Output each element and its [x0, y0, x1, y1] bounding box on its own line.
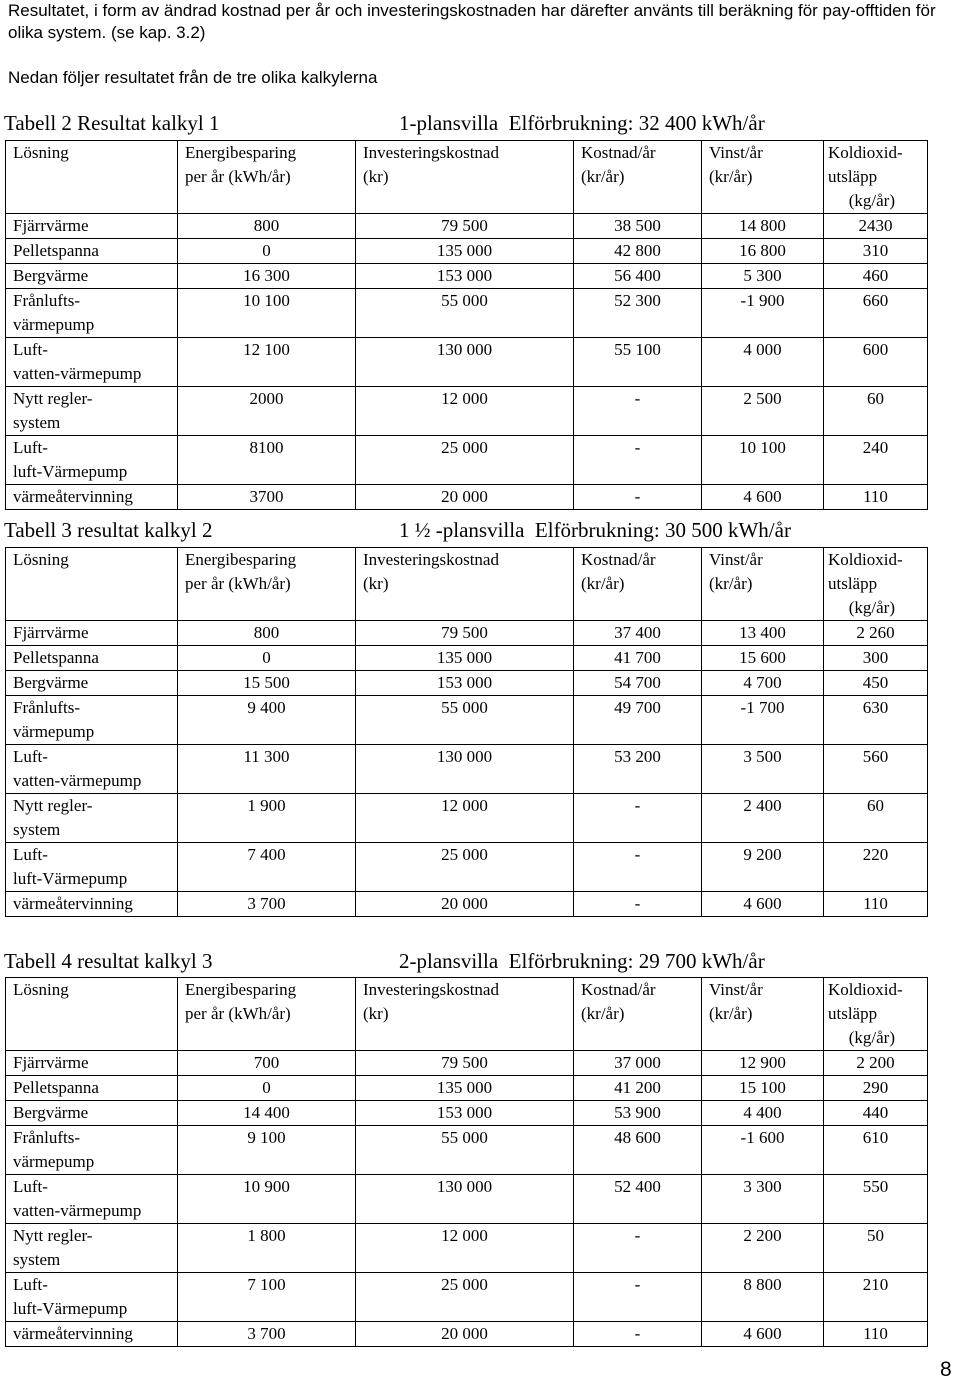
value-cell: 2430 [824, 214, 928, 239]
value-cell: 79 500 [356, 621, 574, 646]
value-cell: 3 300 [702, 1175, 824, 1224]
value-cell: 9 400 [178, 696, 356, 745]
solution-name: Pelletspanna [6, 239, 178, 264]
table-title: Tabell 3 resultat kalkyl 2 [4, 518, 213, 542]
value-cell: 48 600 [574, 1126, 702, 1175]
value-cell: 38 500 [574, 214, 702, 239]
solution-name: Nytt regler- system [6, 794, 178, 843]
solution-name: Frånlufts- värmepump [6, 1126, 178, 1175]
column-header: Kostnad/år (kr/år) [574, 548, 702, 621]
value-cell: 110 [824, 1322, 928, 1347]
value-cell: 41 200 [574, 1076, 702, 1101]
value-cell: 10 100 [178, 289, 356, 338]
value-cell: 79 500 [356, 1051, 574, 1076]
column-header: Energibesparing per år (kWh/år) [178, 548, 356, 621]
value-cell: 20 000 [356, 485, 574, 510]
column-header: Lösning [6, 141, 178, 214]
table-row [6, 646, 928, 671]
column-header: Koldioxid- utsläpp (kg/år) [824, 978, 928, 1051]
value-cell: 20 000 [356, 892, 574, 917]
table-row [6, 843, 928, 892]
value-cell: 14 800 [702, 214, 824, 239]
electricity-consumption: Elförbrukning: 29 700 kWh/år [508, 949, 765, 973]
table-house-info [399, 518, 791, 542]
value-cell: 3 700 [178, 892, 356, 917]
column-header: Lösning [6, 978, 178, 1051]
value-cell: 7 100 [178, 1273, 356, 1322]
solution-name: Fjärrvärme [6, 214, 178, 239]
column-header: Lösning [6, 548, 178, 621]
value-cell: 2 200 [702, 1224, 824, 1273]
solution-name: Fjärrvärme [6, 621, 178, 646]
value-cell: 0 [178, 239, 356, 264]
table-header-row [6, 141, 928, 214]
value-cell: 4 700 [702, 671, 824, 696]
value-cell: 630 [824, 696, 928, 745]
solution-name: Nytt regler- system [6, 1224, 178, 1273]
value-cell: 16 300 [178, 264, 356, 289]
solution-name: Bergvärme [6, 671, 178, 696]
value-cell: 220 [824, 843, 928, 892]
solution-name: Luft- vatten-värmepump [6, 1175, 178, 1224]
value-cell: 7 400 [178, 843, 356, 892]
table-header-row [6, 548, 928, 621]
value-cell: - [574, 1224, 702, 1273]
value-cell: 800 [178, 214, 356, 239]
column-header: Vinst/år (kr/år) [702, 978, 824, 1051]
value-cell: 12 000 [356, 1224, 574, 1273]
table-row [6, 338, 928, 387]
value-cell: 600 [824, 338, 928, 387]
table-house-info [399, 949, 765, 973]
value-cell: 440 [824, 1101, 928, 1126]
table-header-row [6, 978, 928, 1051]
solution-name: Luft- vatten-värmepump [6, 338, 178, 387]
table-row [6, 1273, 928, 1322]
value-cell: 37 400 [574, 621, 702, 646]
house-type: 1 ½ -plansvilla [399, 518, 525, 542]
table-row [6, 745, 928, 794]
value-cell: 10 100 [702, 436, 824, 485]
value-cell: 55 000 [356, 289, 574, 338]
value-cell: 4 000 [702, 338, 824, 387]
table-caption [4, 949, 765, 973]
value-cell: 15 600 [702, 646, 824, 671]
value-cell: 11 300 [178, 745, 356, 794]
value-cell: 60 [824, 794, 928, 843]
table-row [6, 214, 928, 239]
value-cell: 12 000 [356, 387, 574, 436]
value-cell: 1 800 [178, 1224, 356, 1273]
table-row [6, 1175, 928, 1224]
column-header: Kostnad/år (kr/år) [574, 141, 702, 214]
table-row [6, 1101, 928, 1126]
value-cell: 4 600 [702, 892, 824, 917]
value-cell: 290 [824, 1076, 928, 1101]
column-header: Vinst/år (kr/år) [702, 141, 824, 214]
solution-name: värmeåtervinning [6, 892, 178, 917]
value-cell: 660 [824, 289, 928, 338]
value-cell: 79 500 [356, 214, 574, 239]
value-cell: 16 800 [702, 239, 824, 264]
column-header: Investeringskostnad (kr) [356, 141, 574, 214]
value-cell: 42 800 [574, 239, 702, 264]
solution-name: Luft- luft-Värmepump [6, 843, 178, 892]
value-cell: 3700 [178, 485, 356, 510]
value-cell: 2 200 [824, 1051, 928, 1076]
solution-name: Nytt regler- system [6, 387, 178, 436]
value-cell: 153 000 [356, 1101, 574, 1126]
value-cell: 135 000 [356, 239, 574, 264]
value-cell: - [574, 436, 702, 485]
solution-name: Luft- luft-Värmepump [6, 1273, 178, 1322]
column-header: Koldioxid- utsläpp (kg/år) [824, 548, 928, 621]
table-row [6, 387, 928, 436]
value-cell: 130 000 [356, 745, 574, 794]
table-row [6, 436, 928, 485]
value-cell: 3 700 [178, 1322, 356, 1347]
table-row [6, 239, 928, 264]
value-cell: 53 900 [574, 1101, 702, 1126]
value-cell: 8100 [178, 436, 356, 485]
value-cell: 12 900 [702, 1051, 824, 1076]
value-cell: -1 700 [702, 696, 824, 745]
value-cell: 8 800 [702, 1273, 824, 1322]
value-cell: 55 000 [356, 696, 574, 745]
value-cell: 2 400 [702, 794, 824, 843]
value-cell: 700 [178, 1051, 356, 1076]
solution-name: Frånlufts- värmepump [6, 289, 178, 338]
value-cell: 14 400 [178, 1101, 356, 1126]
value-cell: 15 500 [178, 671, 356, 696]
table-title: Tabell 4 resultat kalkyl 3 [4, 949, 213, 973]
solution-name: värmeåtervinning [6, 485, 178, 510]
value-cell: - [574, 387, 702, 436]
value-cell: 550 [824, 1175, 928, 1224]
table-title: Tabell 2 Resultat kalkyl 1 [4, 111, 220, 135]
table-row [6, 485, 928, 510]
column-header: Vinst/år (kr/år) [702, 548, 824, 621]
value-cell: 37 000 [574, 1051, 702, 1076]
intro-paragraph: Resultatet, i form av ändrad kostnad per år och investeringskostnaden har därefter använts till beräkning för pay-offtiden för olika system. (se kap. 3.2) [8, 1, 936, 42]
value-cell: 153 000 [356, 671, 574, 696]
value-cell: 54 700 [574, 671, 702, 696]
value-cell: 560 [824, 745, 928, 794]
value-cell: 4 600 [702, 1322, 824, 1347]
solution-name: Bergvärme [6, 264, 178, 289]
value-cell: 12 100 [178, 338, 356, 387]
value-cell: 50 [824, 1224, 928, 1273]
value-cell: 4 400 [702, 1101, 824, 1126]
table-row [6, 1224, 928, 1273]
value-cell: 25 000 [356, 843, 574, 892]
value-cell: 153 000 [356, 264, 574, 289]
value-cell: 15 100 [702, 1076, 824, 1101]
value-cell: 53 200 [574, 745, 702, 794]
value-cell: - [574, 1273, 702, 1322]
table-row [6, 696, 928, 745]
value-cell: 460 [824, 264, 928, 289]
value-cell: 20 000 [356, 1322, 574, 1347]
value-cell: -1 600 [702, 1126, 824, 1175]
column-header: Investeringskostnad (kr) [356, 548, 574, 621]
value-cell: 2 260 [824, 621, 928, 646]
value-cell: 13 400 [702, 621, 824, 646]
table-row [6, 621, 928, 646]
table-row [6, 264, 928, 289]
value-cell: 56 400 [574, 264, 702, 289]
solution-name: Pelletspanna [6, 1076, 178, 1101]
column-header: Energibesparing per år (kWh/år) [178, 141, 356, 214]
table-row [6, 1051, 928, 1076]
results-table [5, 140, 928, 510]
table-row [6, 1322, 928, 1347]
value-cell: 25 000 [356, 1273, 574, 1322]
solution-name: Bergvärme [6, 1101, 178, 1126]
value-cell: 3 500 [702, 745, 824, 794]
value-cell: 135 000 [356, 646, 574, 671]
column-header: Investeringskostnad (kr) [356, 978, 574, 1051]
table-caption [4, 111, 765, 135]
value-cell: 1 900 [178, 794, 356, 843]
solution-name: Luft- vatten-värmepump [6, 745, 178, 794]
value-cell: 49 700 [574, 696, 702, 745]
value-cell: - [574, 892, 702, 917]
house-type: 2-plansvilla [399, 949, 499, 973]
solution-name: Luft- luft-Värmepump [6, 436, 178, 485]
table-row [6, 1126, 928, 1175]
value-cell: 2000 [178, 387, 356, 436]
value-cell: 52 300 [574, 289, 702, 338]
page-number: 8 [940, 1358, 952, 1381]
value-cell: 800 [178, 621, 356, 646]
value-cell: 0 [178, 646, 356, 671]
solution-name: Pelletspanna [6, 646, 178, 671]
house-type: 1-plansvilla [399, 111, 499, 135]
value-cell: -1 900 [702, 289, 824, 338]
table-caption [4, 518, 791, 542]
value-cell: - [574, 485, 702, 510]
value-cell: 60 [824, 387, 928, 436]
value-cell: 610 [824, 1126, 928, 1175]
electricity-consumption: Elförbrukning: 32 400 kWh/år [508, 111, 765, 135]
value-cell: 240 [824, 436, 928, 485]
results-table [5, 977, 928, 1347]
solution-name: Frånlufts- värmepump [6, 696, 178, 745]
table-row [6, 289, 928, 338]
value-cell: - [574, 843, 702, 892]
value-cell: 135 000 [356, 1076, 574, 1101]
value-cell: 300 [824, 646, 928, 671]
value-cell: 2 500 [702, 387, 824, 436]
table-row [6, 892, 928, 917]
value-cell: - [574, 1322, 702, 1347]
value-cell: 10 900 [178, 1175, 356, 1224]
value-cell: 12 000 [356, 794, 574, 843]
column-header: Kostnad/år (kr/år) [574, 978, 702, 1051]
value-cell: 130 000 [356, 338, 574, 387]
solution-name: Fjärrvärme [6, 1051, 178, 1076]
value-cell: 0 [178, 1076, 356, 1101]
value-cell: 55 100 [574, 338, 702, 387]
value-cell: 55 000 [356, 1126, 574, 1175]
value-cell: 5 300 [702, 264, 824, 289]
value-cell: 110 [824, 892, 928, 917]
value-cell: 25 000 [356, 436, 574, 485]
value-cell: 9 200 [702, 843, 824, 892]
table-row [6, 671, 928, 696]
value-cell: 450 [824, 671, 928, 696]
value-cell: 130 000 [356, 1175, 574, 1224]
value-cell: 310 [824, 239, 928, 264]
results-table [5, 547, 928, 917]
table-row [6, 794, 928, 843]
value-cell: 4 600 [702, 485, 824, 510]
solution-name: värmeåtervinning [6, 1322, 178, 1347]
column-header: Energibesparing per år (kWh/år) [178, 978, 356, 1051]
value-cell: 210 [824, 1273, 928, 1322]
value-cell: 9 100 [178, 1126, 356, 1175]
value-cell: - [574, 794, 702, 843]
electricity-consumption: Elförbrukning: 30 500 kWh/år [534, 518, 791, 542]
value-cell: 52 400 [574, 1175, 702, 1224]
table-row [6, 1076, 928, 1101]
table-house-info [399, 111, 765, 135]
value-cell: 41 700 [574, 646, 702, 671]
column-header: Koldioxid- utsläpp (kg/år) [824, 141, 928, 214]
intro-subheading: Nedan följer resultatet från de tre olika kalkylerna [8, 68, 378, 87]
value-cell: 110 [824, 485, 928, 510]
